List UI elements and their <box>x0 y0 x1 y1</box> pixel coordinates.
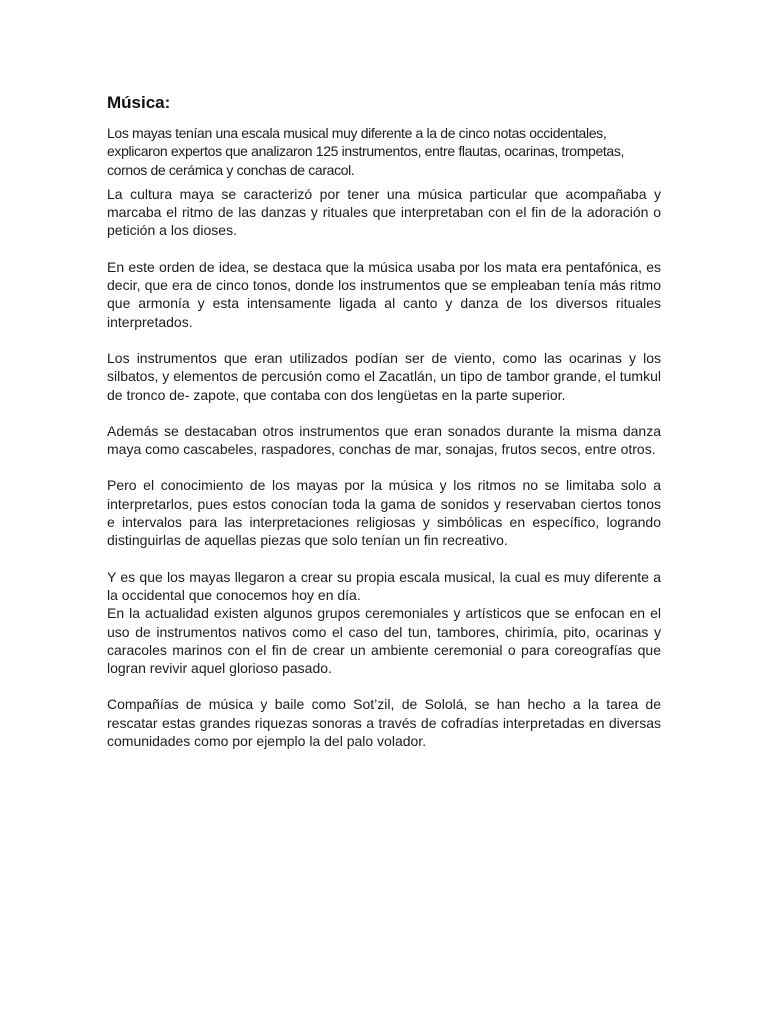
paragraph-spacer <box>107 550 661 568</box>
document-title: Música: <box>107 93 171 112</box>
paragraph-intro: Los mayas tenían una escala musical muy diferente a la de cinco notas occidentales, explicaron expertos que analizaron 125 instrumentos, entre flautas, ocarinas, trompetas, cornos de cerámica y conchas de caracol. <box>107 125 625 178</box>
paragraph-conocimiento: Pero el conocimiento de los mayas por la música y los ritmos no se limitaba solo a interpretarlos, pues estos conocían toda la gama de sonidos y reservaban ciertos tonos e intervalos para las interpretaciones religiosas y simbólicas en específico, logrando distinguirlas de aquellas piezas que solo tenían un fin recreativo. <box>107 477 661 549</box>
paragraph-cultura-maya: La cultura maya se caracterizó por tener una música particular que acompañaba y marcaba el ritmo de las danzas y rituales que interpretaban con el fin de la adoración o petición a los dioses. <box>107 185 661 239</box>
paragraph-companias: Compañías de música y baile como Sot’zil, de Sololá, se han hecho a la tarea de rescatar estas grandes riquezas sonoras a través de cofradías interpretadas en diversas comunidades como por ejemplo la del palo volador. <box>107 696 661 750</box>
paragraph-spacer <box>107 331 661 349</box>
paragraph-actualidad: En la actualidad existen algunos grupos ceremoniales y artísticos que se enfocan en el uso de instrumentos nativos como el caso del tun, tambores, chirimía, pito, ocarinas y caracoles marinos con el fin de crear un ambiente ceremonial o para coreografías que logran revivir aquel glorioso pasado. <box>107 605 661 677</box>
paragraph-spacer <box>107 404 661 422</box>
paragraph-spacer <box>107 677 661 695</box>
paragraph-escala-musical: Y es que los mayas llegaron a crear su propia escala musical, la cual es muy diferente a la occidental que conocemos hoy en día. <box>107 568 661 603</box>
paragraph-otros-instrumentos: Además se destacaban otros instrumentos que eran sonados durante la misma danza maya como cascabeles, raspadores, conchas de mar, sonajas, frutos secos, entre otros. <box>107 422 661 458</box>
paragraph-spacer <box>107 458 661 476</box>
paragraph-spacer <box>107 240 661 258</box>
paragraph-pentafonica: En este orden de idea, se destaca que la música usaba por los mata era pentafónica, es decir, que era de cinco tonos, donde los instrumentos que se empleaban tenía más ritmo que armonía y esta intensamente ligada al canto y danza de los diversos rituales interpretados. <box>107 258 661 330</box>
document-body <box>107 92 661 750</box>
paragraph-instrumentos-viento: Los instrumentos que eran utilizados podían ser de viento, como las ocarinas y los silbatos, y elementos de percusión como el Zacatlán, un tipo de tambor grande, el tumkul de tronco de- zapote, que contaba con dos lengüetas en la parte superior. <box>107 349 661 403</box>
